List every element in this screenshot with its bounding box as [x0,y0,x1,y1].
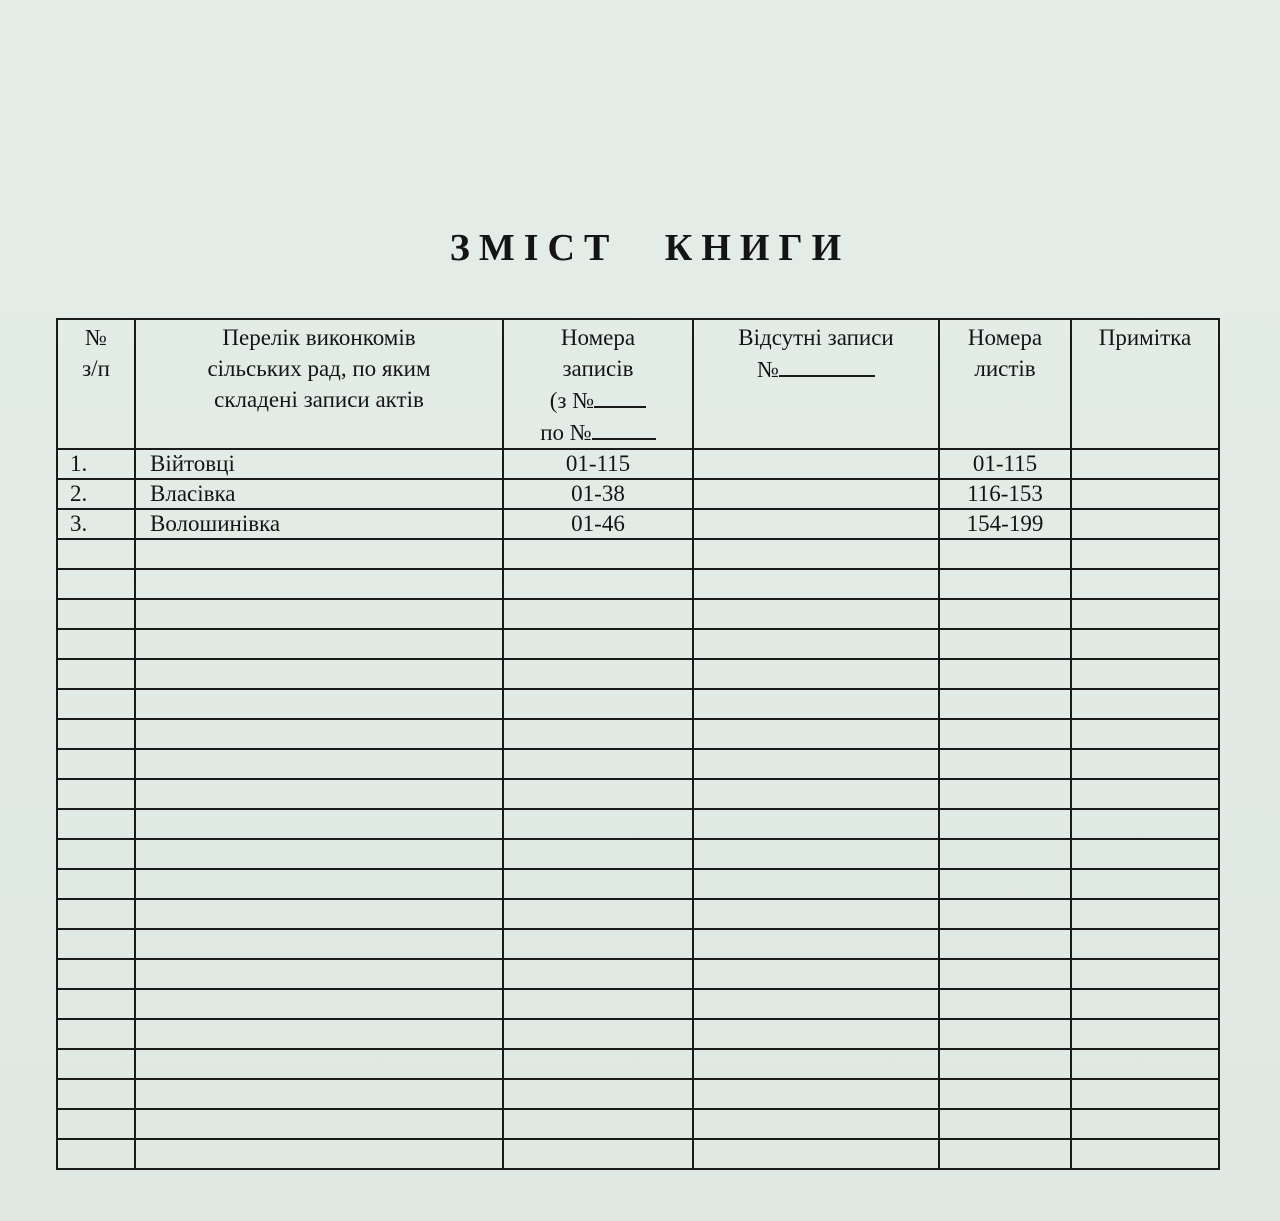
empty-row [57,959,1219,989]
empty-cell [57,719,135,749]
table-body [57,449,1219,1169]
empty-cell [693,749,939,779]
empty-cell [693,839,939,869]
blank-line [779,353,875,377]
empty-cell [939,869,1071,899]
row-missing [693,449,939,479]
empty-cell [1071,1139,1219,1169]
empty-cell [1071,659,1219,689]
empty-cell [693,929,939,959]
empty-cell [693,539,939,569]
empty-cell [57,1109,135,1139]
empty-cell [135,569,503,599]
empty-cell [135,749,503,779]
row-records: 01-115 [503,449,693,479]
blank-line [592,416,656,440]
empty-cell [693,1049,939,1079]
empty-cell [135,779,503,809]
row-sheets: 01-115 [939,449,1071,479]
empty-cell [1071,869,1219,899]
empty-row [57,1139,1219,1169]
table-row [57,449,1219,479]
empty-cell [939,599,1071,629]
empty-cell [57,1049,135,1079]
empty-cell [57,929,135,959]
empty-row [57,869,1219,899]
empty-cell [1071,1109,1219,1139]
empty-row [57,1079,1219,1109]
empty-row [57,1109,1219,1139]
empty-cell [57,779,135,809]
empty-cell [1071,599,1219,629]
header-num: № з/п [57,319,135,449]
row-note [1071,449,1219,479]
empty-cell [135,899,503,929]
empty-cell [57,899,135,929]
empty-cell [1071,629,1219,659]
empty-cell [1071,1079,1219,1109]
empty-cell [693,1079,939,1109]
empty-cell [57,1079,135,1109]
empty-cell [503,1079,693,1109]
empty-cell [939,1019,1071,1049]
empty-cell [939,1079,1071,1109]
empty-cell [939,539,1071,569]
empty-cell [57,959,135,989]
header-note: Примітка [1071,319,1219,449]
empty-cell [57,1019,135,1049]
blank-line [594,384,646,408]
empty-cell [939,1139,1071,1169]
header-missing: Відсутні записи № [693,319,939,449]
empty-cell [503,1139,693,1169]
empty-cell [503,569,693,599]
empty-cell [693,899,939,929]
empty-cell [1071,719,1219,749]
empty-cell [939,929,1071,959]
empty-cell [503,659,693,689]
empty-row [57,539,1219,569]
empty-cell [1071,779,1219,809]
empty-cell [939,899,1071,929]
empty-cell [1071,959,1219,989]
empty-cell [693,659,939,689]
empty-cell [693,1109,939,1139]
empty-cell [135,1139,503,1169]
empty-cell [503,749,693,779]
empty-cell [939,629,1071,659]
empty-cell [57,569,135,599]
empty-cell [57,689,135,719]
empty-cell [939,1049,1071,1079]
empty-cell [503,689,693,719]
empty-cell [693,809,939,839]
empty-cell [1071,809,1219,839]
empty-cell [503,959,693,989]
empty-cell [135,539,503,569]
empty-cell [135,929,503,959]
empty-cell [939,809,1071,839]
empty-row [57,719,1219,749]
empty-cell [693,959,939,989]
empty-cell [939,989,1071,1019]
header-records: Номера записів (з № по № [503,319,693,449]
empty-row [57,1019,1219,1049]
empty-cell [693,599,939,629]
empty-cell [135,719,503,749]
header-sheets: Номера листів [939,319,1071,449]
empty-cell [135,659,503,689]
table-row [57,509,1219,539]
empty-cell [1071,839,1219,869]
empty-row [57,569,1219,599]
empty-cell [57,839,135,869]
empty-cell [503,1109,693,1139]
empty-cell [1071,749,1219,779]
empty-cell [57,629,135,659]
empty-cell [1071,899,1219,929]
empty-row [57,929,1219,959]
empty-cell [503,1019,693,1049]
empty-row [57,629,1219,659]
empty-cell [1071,1049,1219,1079]
empty-cell [1071,1019,1219,1049]
empty-cell [57,869,135,899]
empty-cell [57,599,135,629]
empty-cell [693,869,939,899]
empty-cell [1071,929,1219,959]
empty-cell [503,629,693,659]
row-num: 1. [57,449,135,479]
empty-row [57,1049,1219,1079]
table-header-row [57,319,1219,449]
table-row [57,479,1219,509]
row-council-name: Війтовці [135,449,503,479]
empty-cell [1071,689,1219,719]
empty-cell [135,1049,503,1079]
row-records: 01-38 [503,479,693,509]
empty-cell [693,569,939,599]
empty-cell [693,719,939,749]
row-num: 3. [57,509,135,539]
row-sheets: 154-199 [939,509,1071,539]
empty-row [57,779,1219,809]
empty-cell [57,989,135,1019]
empty-cell [939,839,1071,869]
row-records: 01-46 [503,509,693,539]
empty-cell [135,959,503,989]
empty-cell [503,929,693,959]
empty-cell [57,749,135,779]
row-sheets: 116-153 [939,479,1071,509]
row-council-name: Власівка [135,479,503,509]
empty-cell [503,1049,693,1079]
empty-cell [503,719,693,749]
empty-cell [939,719,1071,749]
empty-row [57,809,1219,839]
empty-cell [939,569,1071,599]
empty-cell [135,629,503,659]
empty-row [57,749,1219,779]
empty-cell [503,539,693,569]
empty-cell [503,809,693,839]
empty-row [57,839,1219,869]
empty-row [57,599,1219,629]
empty-cell [503,989,693,1019]
empty-cell [135,809,503,839]
row-note [1071,479,1219,509]
row-num: 2. [57,479,135,509]
empty-cell [135,1019,503,1049]
empty-cell [135,869,503,899]
row-note [1071,509,1219,539]
empty-cell [693,1019,939,1049]
empty-cell [939,659,1071,689]
empty-cell [1071,539,1219,569]
row-missing [693,479,939,509]
empty-cell [135,989,503,1019]
empty-cell [57,809,135,839]
empty-row [57,689,1219,719]
empty-cell [939,959,1071,989]
empty-cell [503,839,693,869]
empty-cell [1071,569,1219,599]
empty-cell [135,1079,503,1109]
header-councils: Перелік виконкомів сільських рад, по яким складені записи актів [135,319,503,449]
empty-cell [693,779,939,809]
empty-cell [503,599,693,629]
empty-cell [693,989,939,1019]
empty-cell [693,689,939,719]
empty-cell [503,779,693,809]
empty-row [57,659,1219,689]
row-missing [693,509,939,539]
page-title: ЗМІСТ КНИГИ [449,227,851,269]
empty-cell [939,1109,1071,1139]
empty-cell [939,689,1071,719]
empty-row [57,899,1219,929]
empty-cell [135,689,503,719]
empty-cell [503,899,693,929]
empty-cell [57,1139,135,1169]
empty-cell [939,779,1071,809]
empty-row [57,989,1219,1019]
empty-cell [1071,989,1219,1019]
empty-cell [693,1139,939,1169]
empty-cell [135,839,503,869]
empty-cell [503,869,693,899]
empty-cell [135,1109,503,1139]
empty-cell [135,599,503,629]
row-council-name: Волошинівка [135,509,503,539]
contents-table [56,318,1220,1170]
empty-cell [939,749,1071,779]
empty-cell [57,539,135,569]
empty-cell [693,629,939,659]
empty-cell [57,659,135,689]
